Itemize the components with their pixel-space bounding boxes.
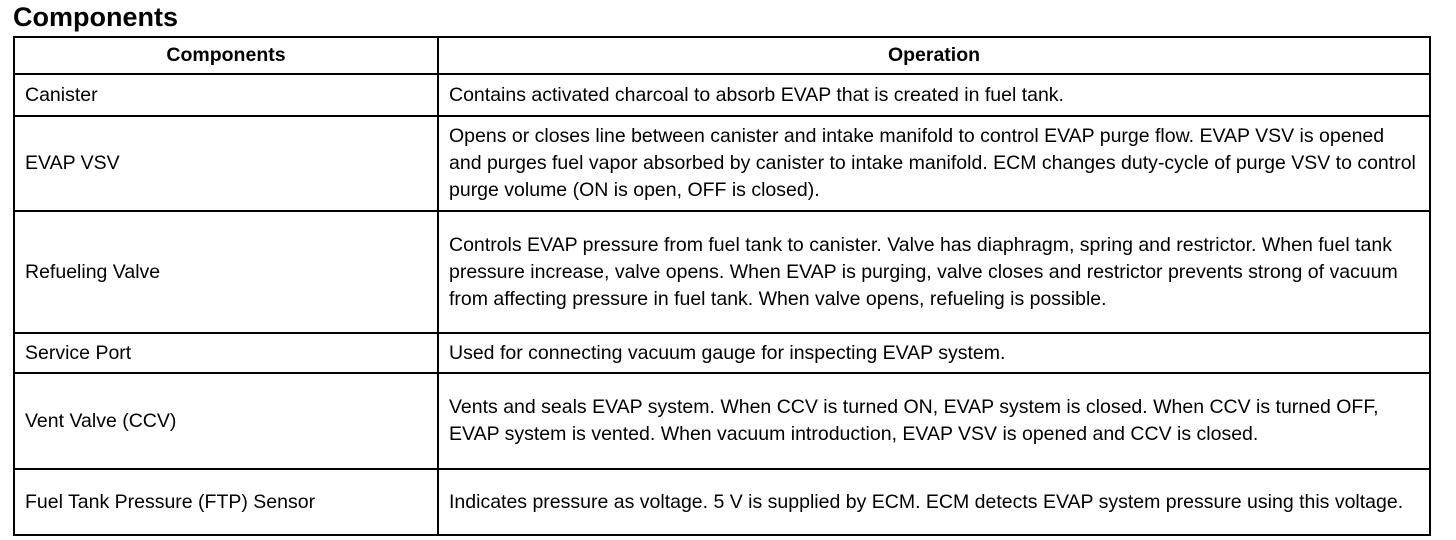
operation-cell: Opens or closes line between canister and intake manifold to control EVAP purge flow. EVAP VSV is opened and purges fuel vapor absorbed by canister to intake manifold. ECM changes duty-cycle of purge VSV to control purge volume (ON is open, OFF is closed).	[438, 116, 1430, 211]
component-cell: Refueling Valve	[14, 211, 438, 333]
page-title: Components	[13, 2, 178, 32]
table-header-row	[14, 37, 1430, 74]
table-row	[14, 373, 1430, 469]
table-row	[14, 469, 1430, 535]
table-row	[14, 116, 1430, 211]
table-row	[14, 333, 1430, 373]
operation-cell: Contains activated charcoal to absorb EVAP that is created in fuel tank.	[438, 74, 1430, 116]
table-row	[14, 74, 1430, 116]
operation-cell: Controls EVAP pressure from fuel tank to canister. Valve has diaphragm, spring and restrictor. When fuel tank pressure increase, valve opens. When EVAP is purging, valve closes and restrictor prevents strong of vacuum from affecting pressure in fuel tank. When valve opens, refueling is possible.	[438, 211, 1430, 333]
column-header-components: Components	[14, 37, 438, 74]
operation-cell: Vents and seals EVAP system. When CCV is turned ON, EVAP system is closed. When CCV is turned OFF, EVAP system is vented. When vacuum introduction, EVAP VSV is opened and CCV is closed.	[438, 373, 1430, 469]
component-cell: Vent Valve (CCV)	[14, 373, 438, 469]
column-header-operation: Operation	[438, 37, 1430, 74]
component-cell: EVAP VSV	[14, 116, 438, 211]
table-row	[14, 211, 1430, 333]
operation-cell: Used for connecting vacuum gauge for inspecting EVAP system.	[438, 333, 1430, 373]
component-cell: Canister	[14, 74, 438, 116]
component-cell: Service Port	[14, 333, 438, 373]
operation-cell: Indicates pressure as voltage. 5 V is supplied by ECM. ECM detects EVAP system pressure using this voltage.	[438, 469, 1430, 535]
components-table	[13, 36, 1431, 536]
component-cell: Fuel Tank Pressure (FTP) Sensor	[14, 469, 438, 535]
